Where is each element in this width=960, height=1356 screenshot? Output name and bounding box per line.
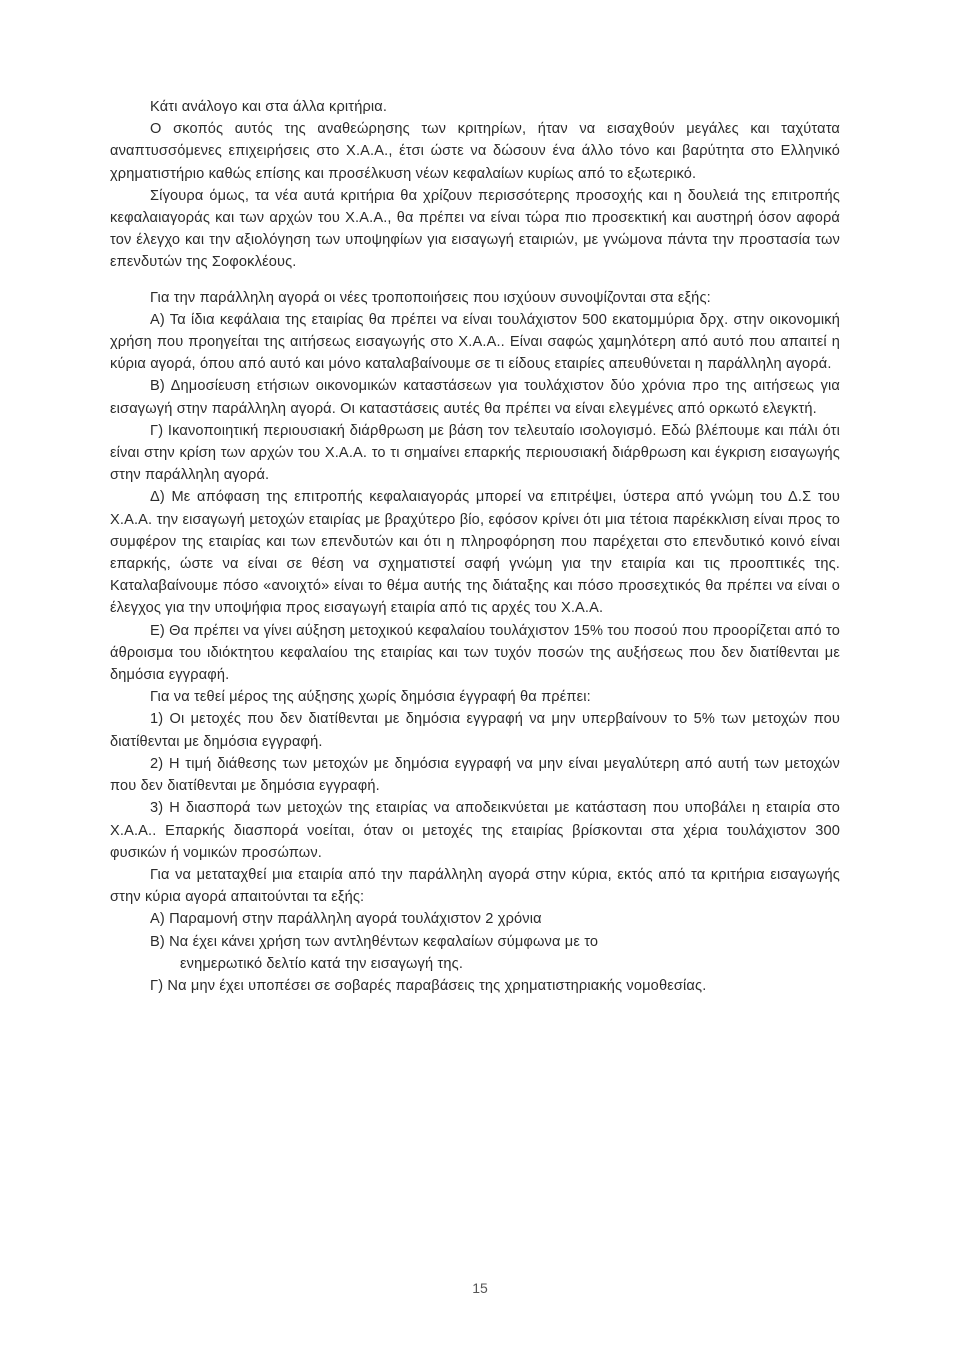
paragraph: Για την παράλληλη αγορά οι νέες τροποποιήσεις που ισχύουν συνοψίζονται στα εξής: bbox=[150, 289, 711, 306]
list-item: 1) Οι μετοχές που δεν διατίθενται με δημόσια εγγραφή να μην υπερβαίνουν το 5% των μετοχών που διατίθενται με δημόσια εγγραφή. bbox=[110, 711, 840, 750]
list-item: 3) Η διασπορά των μετοχών της εταιρίας να αποδεικνύεται με κατάσταση που υποβάλει η εταιρία στο Χ.Α.Α.. Επαρκής διασπορά νοείται, όταν οι μετοχές της εταιρίας βρίσκονται στα χέρια τουλάχιστον 300 φυσικών ή νομικών προσώπων. bbox=[110, 800, 840, 861]
page-number: 15 bbox=[472, 1280, 488, 1296]
list-item: Γ) Ικανοποιητική περιουσιακή διάρθρωση με βάση τον τελευταίο ισολογισμό. Εδώ βλέπουμε και πάλι ότι είναι στην κρίση των αρχών του Χ.Α.Α. το τι σημαίνει επαρκής περιουσιακή διάρθρωση και έγκριση εισαγωγής στην παράλληλη αγορά. bbox=[110, 422, 840, 484]
paragraph: Σίγουρα όμως, τα νέα αυτά κριτήρια θα χρίζουν περισσότερης προσοχής και η δουλειά της επιτροπής κεφαλαιαγοράς και των αρχών του Χ.Α.Α., θα πρέπει να είναι τώρα πιο προσεκτική και αυστηρή όσον αφορά τον έλεγχο και την αξιολόγηση των υποψηφίων για εισαγωγή εταιριών, με γνώμονα πάντα την προστασία των επενδυτών της Σοφοκλέους. bbox=[110, 187, 840, 271]
paragraph: Ο σκοπός αυτός της αναθεώρησης των κριτηρίων, ήταν να εισαχθούν μεγάλες και ταχύτατα αναπτυσσόμενες επιχειρήσεις στο Χ.Α.Α., έτσι ώστε να δώσουν ένα άλλο τόνο και βαρύτητα στο Ελληνικό χρηματιστήριο καθώς επίσης και προσέλκυση νέων κεφαλαίων κυρίως από το εξωτερικό. bbox=[110, 121, 840, 182]
paragraph: Για να τεθεί μέρος της αύξησης χωρίς δημόσια έγγραφή θα πρέπει: bbox=[150, 689, 591, 706]
list-item: Α) Τα ίδια κεφάλαια της εταιρίας θα πρέπει να είναι τουλάχιστον 500 εκατομμύρια δρχ. στην οικονομική χρήση που προηγείται της αιτήσεως εισαγωγής στο Χ.Α.Α.. Είναι σαφώς χαμηλότερη από αυτό που απαιτεί η κύρια αγορά, όπου από αυτό και μόνο καταλαβαίνουμε σε τι είδους εταιρίες απευθύνεται η παράλληλη αγορά. bbox=[110, 311, 840, 373]
list-item: 2) Η τιμή διάθεσης των μετοχών με δημόσια εγγραφή να μην είναι μεγαλύτερη από αυτή των μετοχών που δεν διατίθενται με δημόσια εγγραφή. bbox=[110, 755, 840, 795]
paragraph: Κάτι ανάλογο και στα άλλα κριτήρια. bbox=[150, 99, 388, 115]
document-body bbox=[110, 96, 840, 997]
paragraph: Για να μεταταχθεί μια εταιρία από την παράλληλη αγορά στην κύρια, εκτός από τα κριτήρια εισαγωγής στην κύρια αγορά απαιτούνται τα εξής: bbox=[110, 866, 840, 906]
list-item: Δ) Με απόφαση της επιτροπής κεφαλαιαγοράς μπορεί να επιτρέψει, ύστερα από γνώμη του Δ.Σ του Χ.Α.Α. την εισαγωγή μετοχών εταιρίας με βραχύτερο βίο, εφόσον κρίνει ότι μια τέτοια παρέκκλιση είναι προς το συμφέρον της εταιρίας και των επενδυτών και ότι η πληροφόρηση που παρέχεται στο επενδυτικό κοινό είναι επαρκής, ώστε να είναι σε θέση να σχηματιστεί σαφή γνώμη για την εταιρία και τις προοπτικές της. Καταλαβαίνουμε πόσο «ανοιχτό» είναι το θέμα αυτής της διάταξης και πόσο προσεχτικός θα πρέπει να είναι ο έλεγχος για την υποψήφια προς εισαγωγή εταιρία από τις αρχές του Χ.Α.Α. bbox=[110, 489, 840, 617]
document-page bbox=[110, 96, 840, 997]
list-item: Γ) Να μην έχει υποπέσει σε σοβαρές παραβάσεις της χρηματιστηριακής νομοθεσίας. bbox=[150, 977, 707, 994]
list-item: Ε) Θα πρέπει να γίνει αύξηση μετοχικού κεφαλαίου τουλάχιστον 15% του ποσού που προορίζεται από το άθροισμα του ιδιόκτητου κεφαλαίου της εταιρίας και των τυχόν ποσών της αυξήσεως που δεν διατίθενται με δημόσια εγγραφή. bbox=[110, 622, 840, 684]
list-item: Β) Να έχει κάνει χρήση των αντληθέντων κεφαλαίων σύμφωνα με το bbox=[150, 933, 599, 950]
list-item: Β) Δημοσίευση ετήσιων οικονομικών καταστάσεων για τουλάχιστον δύο χρόνια προ της αιτήσεως για εισαγωγή στην παράλληλη αγορά. Οι καταστάσεις αυτές θα πρέπει να είναι ελεγμένες από ορκωτό ελεγκτή. bbox=[110, 378, 840, 417]
list-item-continuation: ενημερωτικό δελτίο κατά την εισαγωγή της. bbox=[180, 955, 464, 972]
list-item: Α) Παραμονή στην παράλληλη αγορά τουλάχιστον 2 χρόνια bbox=[150, 911, 542, 928]
